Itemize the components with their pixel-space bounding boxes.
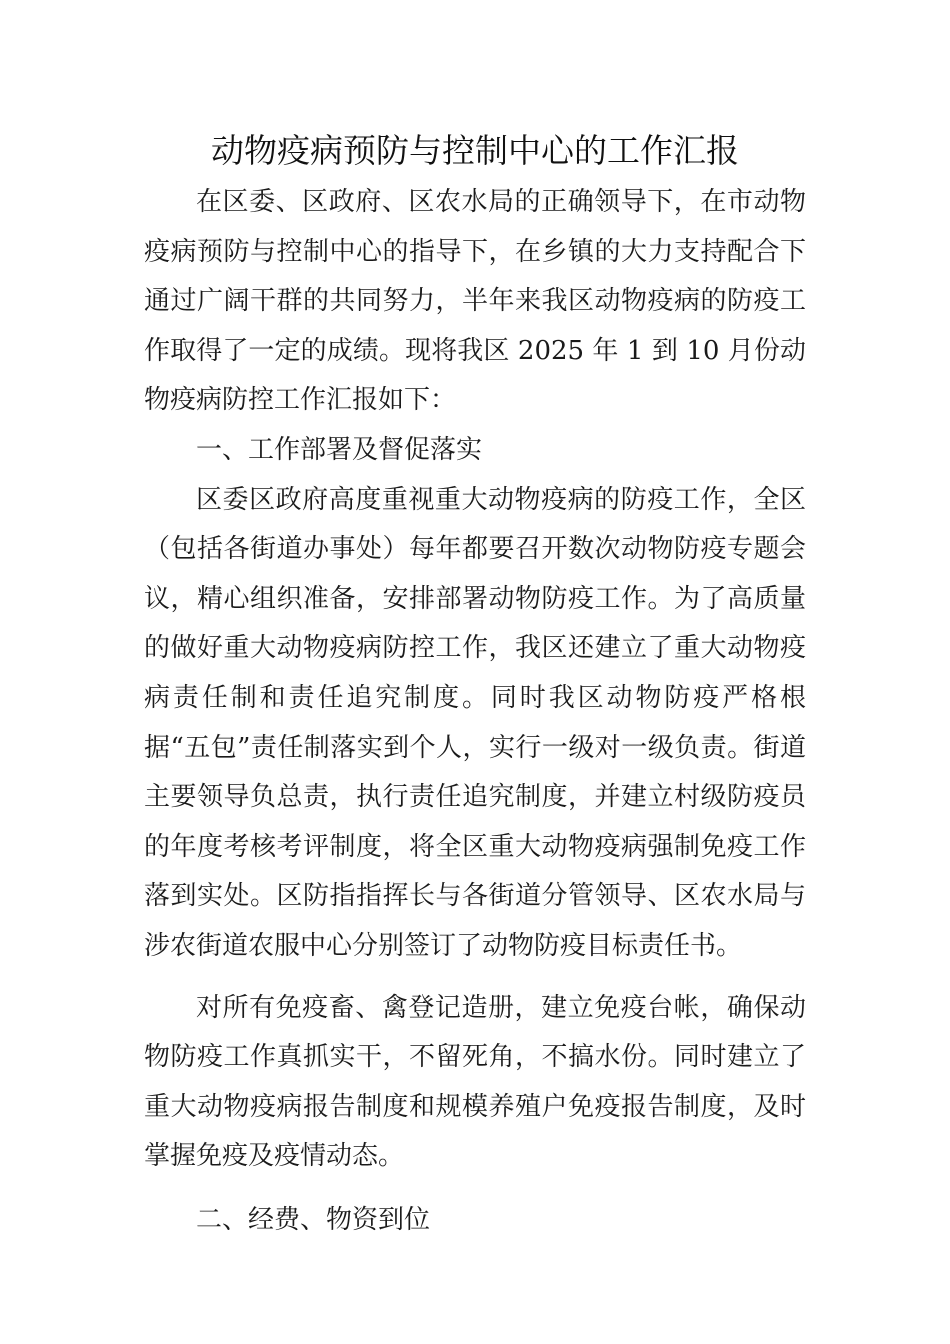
section-1-paragraph-1: 区委区政府高度重视重大动物疫病的防疫工作，全区（包括各街道办事处）每年都要召开数次动物防疫专题会议，精心组织准备，安排部署动物防疫工作。为了高质量的做好重大动物疫病防控工作，我区还建立了重大动物疫病责任制和责任追究制度。同时我区动物防疫严格根据“五包”责任制落实到个人，实行一级对一级负责。街道主要领导负总责，执行责任追究制度，并建立村级防疫员的年度考核考评制度，将全区重大动物疫病强制免疫工作落到实处。区防指指挥长与各街道分管领导、区农水局与涉农街道农服中心分别签订了动物防疫目标责任书。 [144,484,806,961]
intro-paragraph: 在区委、区政府、区农水局的正确领导下，在市动物疫病预防与控制中心的指导下，在乡镇的大力支持配合下通过广阔干群的共同努力，半年来我区动物疫病的防疫工作取得了一定的成绩。现将我区 2025 年 1 到 10 月份动物疫病防控工作汇报如下： [144,187,806,416]
section-heading-1: 一、工作部署及督促落实 [196,434,483,465]
section-heading-2: 二、经费、物资到位 [196,1204,431,1235]
section-1-paragraph-2: 对所有免疫畜、禽登记造册，建立免疫台帐，确保动物防疫工作真抓实干，不留死角，不搞水份。同时建立了重大动物疫病报告制度和规模养殖户免疫报告制度，及时掌握免疫及疫情动态。 [144,992,806,1172]
document-title: 动物疫病预防与控制中心的工作汇报 [211,131,739,170]
document-body [144,178,806,1245]
